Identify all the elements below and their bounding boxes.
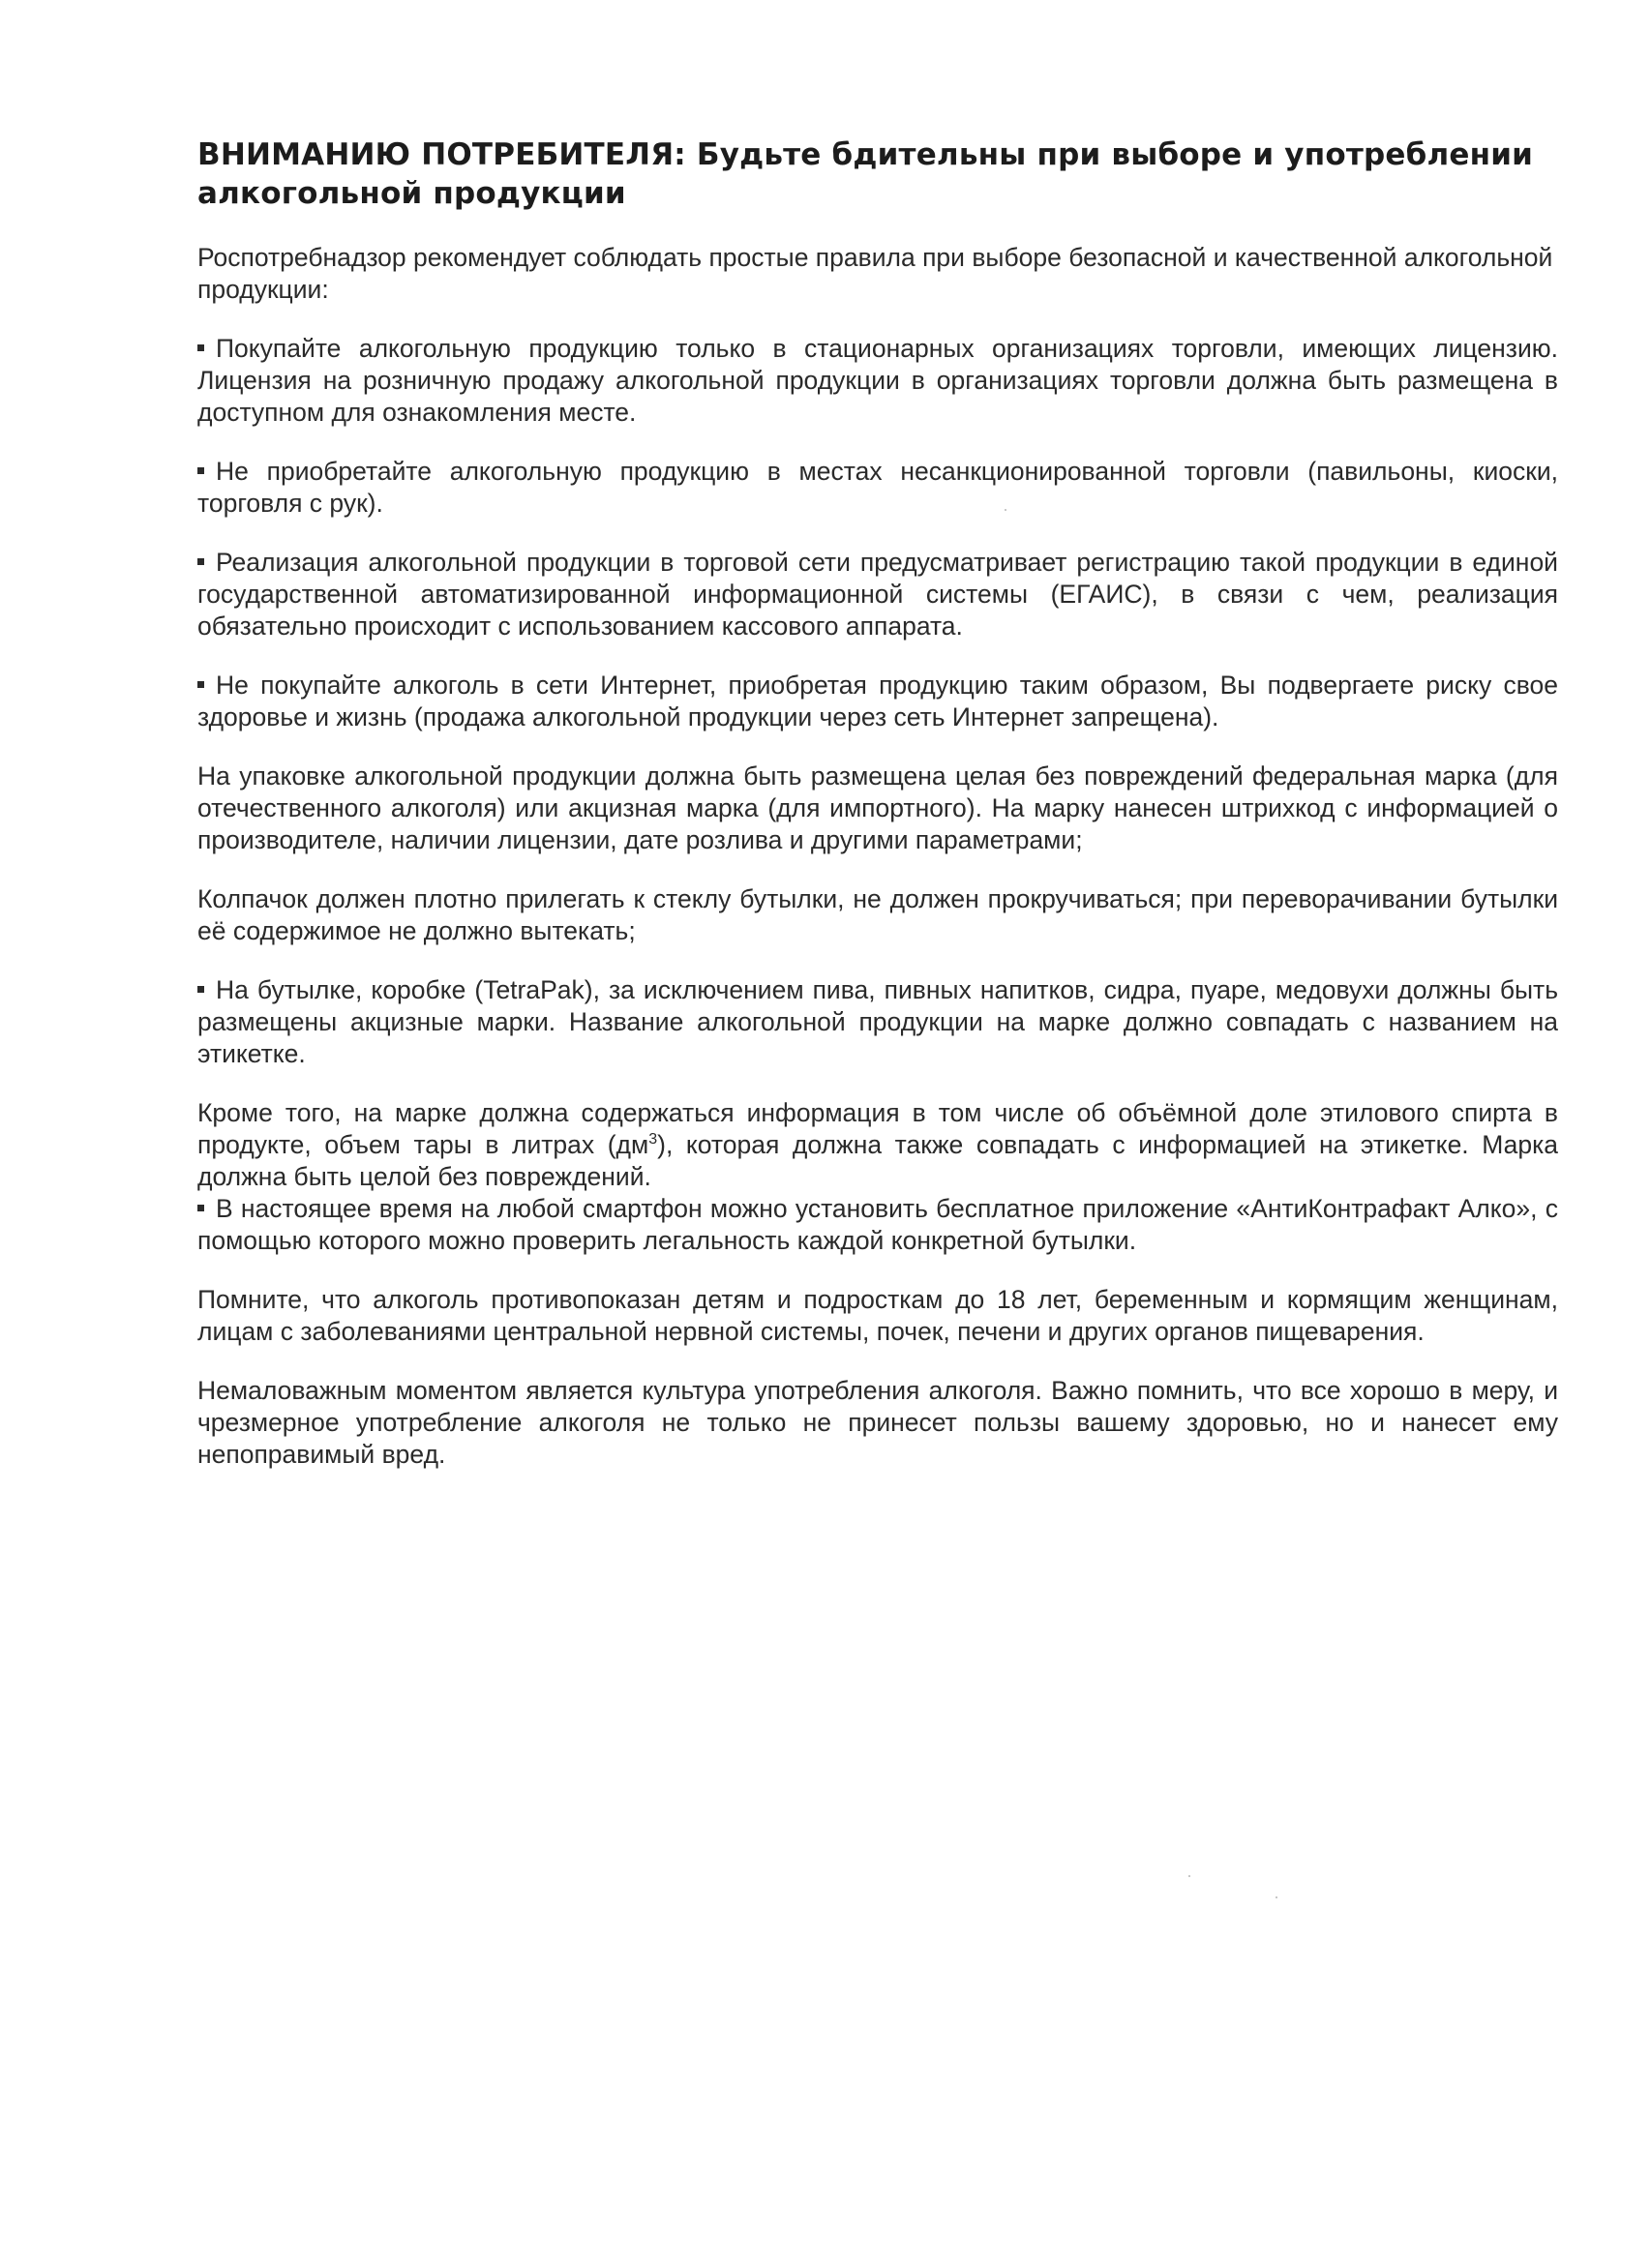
bullet-icon bbox=[197, 1205, 204, 1211]
scan-speck bbox=[1188, 1875, 1190, 1877]
rule-no-unauthorized-trade-text: Не приобретайте алкогольную продукцию в местах несанкционированной торговли (павильоны, киоски, торговля с рук). bbox=[197, 457, 1558, 518]
bullet-icon bbox=[197, 681, 204, 688]
bullet-icon bbox=[197, 467, 204, 474]
rule-no-unauthorized-trade bbox=[197, 456, 1558, 520]
document-title: ВНИМАНИЮ ПОТРЕБИТЕЛЯ: Будьте бдительны при выборе и употреблении алкогольной продукции bbox=[197, 137, 1534, 211]
rule-no-internet-text: Не покупайте алкоголь в сети Интернет, приобретая продукцию таким образом, Вы подвергаете риску свое здоровье и жизнь (продажа алкогольной продукции через сеть Интернет запрещена). bbox=[197, 671, 1558, 731]
stamp-info-before: Кроме того, на марке должна содержаться информация в том числе об объёмной доле этилового спирта в продукте, объем тары в литрах (дм bbox=[197, 1098, 1558, 1159]
culture-paragraph: Немаловажным моментом является культура употребления алкоголя. Важно помнить, что все хорошо в меру, и чрезмерное употребление алкоголя не только не принесет пользы вашему здоровью, но и нанесет ему непоправимый вред. bbox=[197, 1376, 1558, 1469]
rule-app bbox=[197, 1193, 1558, 1257]
cap-paragraph: Колпачок должен плотно прилегать к стеклу бутылки, не должен прокручиваться; при переворачивании бутылки её содержимое не должно вытекать; bbox=[197, 884, 1558, 945]
bullet-icon bbox=[197, 558, 204, 565]
intro-paragraph: Роспотребнадзор рекомендует соблюдать простые правила при выборе безопасной и качественной алкогольной продукции: bbox=[197, 243, 1553, 304]
rule-egais bbox=[197, 547, 1558, 642]
stamp-info-paragraph bbox=[197, 1097, 1558, 1193]
rule-licensed-stores bbox=[197, 333, 1558, 429]
scan-speck bbox=[1005, 509, 1006, 511]
document-page bbox=[197, 135, 1558, 1498]
warning-paragraph: Помните, что алкоголь противопоказан детям и подросткам до 18 лет, беременным и кормящим женщинам, лицам с заболеваниями центральной нервной системы, почек, печени и других органов пищеварения. bbox=[197, 1285, 1558, 1346]
rule-excise-stamps-text: На бутылке, коробке (TetraPak), за исключением пива, пивных напитков, сидра, пуаре, медовухи должны быть размещены акцизные марки. Название алкогольной продукции на марке должно совпадать с названием на этикетке. bbox=[197, 975, 1558, 1068]
rule-app-text: В настоящее время на любой смартфон можно установить бесплатное приложение «АнтиКонтрафакт Алко», с помощью которого можно проверить легальность каждой конкретной бутылки. bbox=[197, 1194, 1558, 1255]
marking-paragraph: На упаковке алкогольной продукции должна быть размещена целая без повреждений федеральная марка (для отечественного алкоголя) или акцизная марка (для импортного). На марку нанесен штрихкод с информацией о производителе, наличии лицензии, дате розлива и другими параметрами; bbox=[197, 761, 1558, 854]
stamp-info-after: ), которая должна также совпадать с информацией на этикетке. Марка должна быть целой без повреждений. bbox=[197, 1130, 1558, 1191]
bullet-icon bbox=[197, 344, 204, 351]
rule-excise-stamps bbox=[197, 974, 1558, 1070]
rule-egais-text: Реализация алкогольной продукции в торговой сети предусматривает регистрацию такой продукции в единой государственной автоматизированной информационной системы (ЕГАИС), в связи с чем, реализация обязательно происходит с использованием кассового аппарата. bbox=[197, 548, 1558, 641]
bullet-icon bbox=[197, 986, 204, 993]
stamp-info-superscript: 3 bbox=[648, 1131, 658, 1149]
scan-speck bbox=[1276, 1896, 1277, 1898]
rule-licensed-stores-text: Покупайте алкогольную продукцию только в стационарных организациях торговли, имеющих лицензию. Лицензия на розничную продажу алкогольной продукции в организациях торговли должна быть размещена в доступном для ознакомления месте. bbox=[197, 334, 1558, 427]
rule-no-internet bbox=[197, 670, 1558, 733]
